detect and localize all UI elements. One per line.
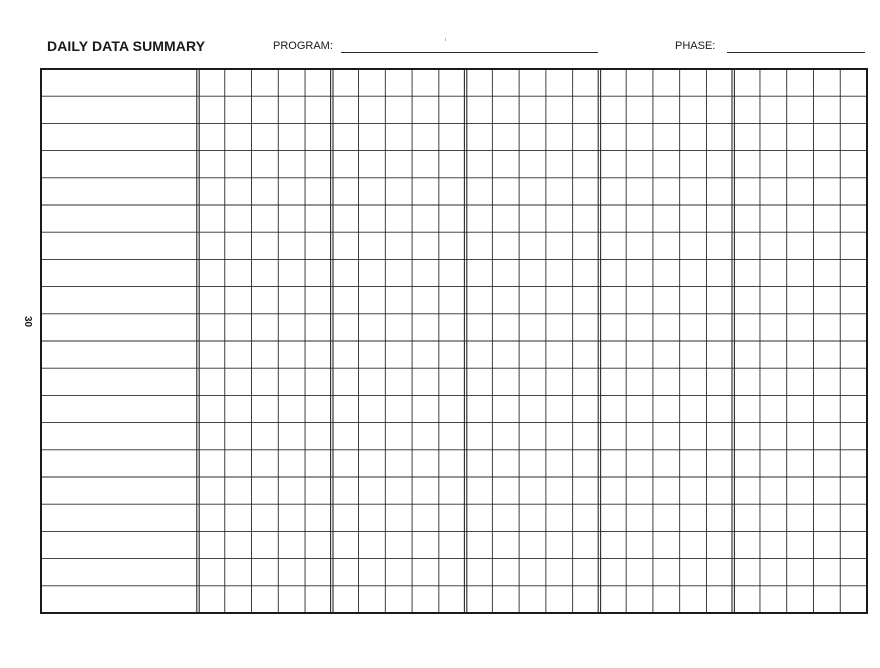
page-number: 30 xyxy=(22,315,34,328)
document-title: DAILY DATA SUMMARY xyxy=(47,38,206,54)
program-label: PROGRAM: xyxy=(273,40,333,52)
phase-label: PHASE: xyxy=(675,40,716,52)
